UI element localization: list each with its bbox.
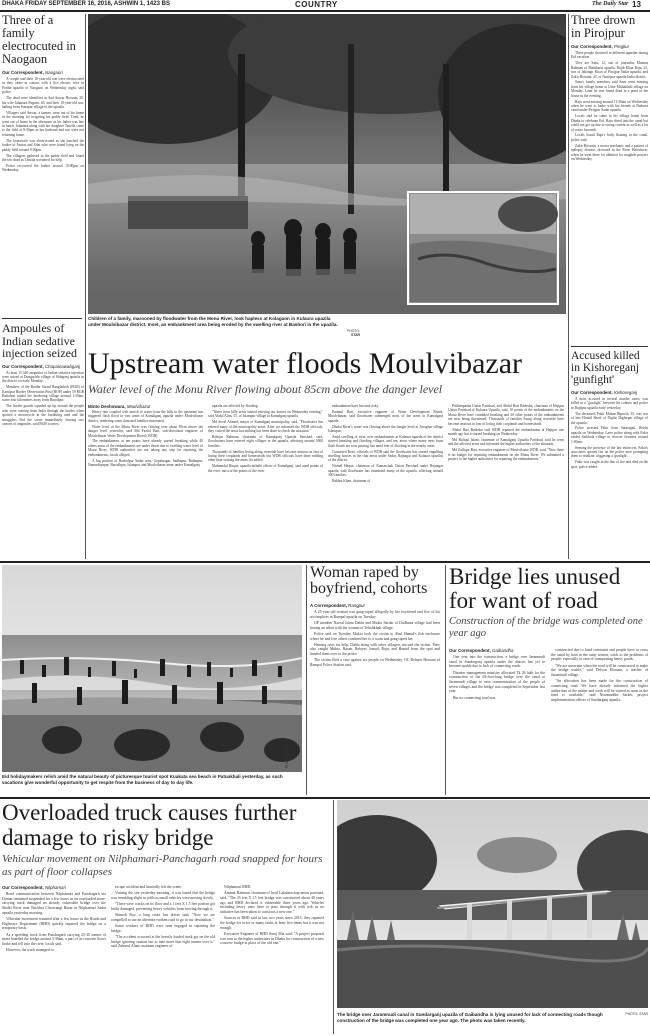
main-col-3: embankment have become risky. Enamul Bari, executive engineer of Water Development Board, Moulvibazar, said floodwater submerged most of the areas in Kamalganj upazila. Dhalai River's water was flowing above the danger level at Joyaghar village Islampur. Amid swelling of river, new embankments at Kulaura upazila of the district started breaking and flooding villages, and ten, areas where many trees from flash floods are now passing fast amid fear of flooding in the nearby areas. Contacted Roni, officials of WDB said the floodwater has started engulfing dwelling houses in the char areas under Sadar, Rajnagar and Kulaura upazilas of the district. Nirmal Haque, chairman of Kamarchak Union Parishad under Rajnagar upazila, said floodwater has inundated many of the upazila, affecting around 300 families. Bakhot Khan, chairman of	[328, 404, 443, 484]
col-rule-right	[568, 14, 569, 559]
page-number: 13	[632, 0, 641, 9]
kishoreganj-story	[571, 350, 648, 560]
ampoules-story	[2, 322, 84, 572]
main-headline: Upstream water floods Moulvibazar	[88, 347, 523, 380]
left-divider	[2, 318, 82, 319]
col-rule-mid	[306, 565, 307, 795]
kishoreganj-body: A man, accused in several murder cases, was killed in a "gunfight" between his cohorts and police in Bajitpur upazila early yesterday. The deceased, Fakir Mohan Biprosh, 35, was son of late Hiralal Sheel of Dighir Dighirpar village of the upazila. Police arrested Fakir from Sararagati, Beldir upazila on Wednesday. Later police along with Fakir raided Satkhola village to recover firearms around 1:00am. Sensing the presence of the law enforcers, Fakir's associates opened fire on the police men prompting them to retaliate, triggering a 'gunfight'. Fakir was caught in the line of fire and died on the spot, police added.	[571, 397, 648, 469]
beach-photo-caption: Eid holidaymakers relish amid the natural beauty of picturesque tourist spot Kuakata sea beach in Patuakhali yesterday, as such vacations give wonderful opportunity to get respite from the business of day to day life.	[2, 774, 283, 785]
bridge-byline: Our Correspondent, Gaibandha	[449, 648, 514, 653]
kishoreganj-byline: Our Correspondent, Kishoreganj	[571, 390, 638, 395]
pirojpur-body: Three people drowned in different upazilas during Eid vacation. They are Sazu, 12, son of journalist Monzur Rahman of Mathbaria upazila, Rajib Khan Raju, 25, son of Jahangir Khan of Pirojpur Sadar upazila, and Zakir Hossain, 45, of Nazirpur upazila India district. Sazu's family members said Sazu went missing from his village home at Uttor Mithakhali village on Monday. Later he was found dead in a pond of the house in the evening. Raju went missing around 11:30am on Wednesday when he went to bathe with his friends at Badurra canal under Pirojpur Sadar upazila. Locals said he came to his village home from Dhaka to celebrate Eid. Raju dived into the canal but could not get up due to strong current as well as a lot of water hyacinth. Locals found Raju's body floating in the canal, police said. Zakir Hossain, a motor mechanic and a patient of epilepsy disease, drowned in the River Baleshwar, when he went there for ablution for maghrib prayers on Wednesday.	[571, 51, 648, 161]
naogaon-byline: Our Correspondent, Naogaon	[2, 70, 63, 75]
woman-body: A 25-year-old woman was gang-raped allegedly by her boyfriend and five of his accomplices in Rampal upazila on Tuesday. OP member Nazrul Islam Dablu and Mukto Sardar of Dudhmia village had been having an affair with the woman of Tekalikhali village. Police said on Tuesday Mukto took the victim to Abul Hamid's fish enclosure where he and five others confined her to a room and gang raped her. Hearing cries for help, Dablu along with other villagers rescued the victim. They also caught Mukto, Hasan, Belayet, Ismail, Raju, and Hamid from the spot and handed them over to the police. The victim filed a case against six people on Wednesday, OC Belayet Hossain of Rampal Police Station said.	[310, 610, 440, 668]
beach-photo	[2, 565, 302, 772]
pirojpur-title: Three drown in Pirojpur	[571, 14, 636, 40]
bridge-headline: Bridge lies unused for want of road	[449, 565, 621, 613]
pirojpur-story	[571, 14, 648, 344]
woman-title: Woman raped by boyfriend, cohorts	[310, 565, 428, 597]
flood-photo-image	[88, 14, 566, 314]
page-header	[0, 0, 650, 10]
flood-photo-caption: Children of a family, marooned by floodwater from the Monu River, look hapless at Kolagaon in Kulaura upazila under Moulvibazar district. Inset, an embankment area being eroded by the swelling river at Bashori in the upazila.	[88, 316, 338, 327]
main-byline: Minto Deshowara, Moulvibazar	[88, 404, 151, 409]
header-dateline: DHAKA FRIDAY SEPTEMBER 16, 2016, ASHWIN 1, 1423 BS	[2, 1, 170, 7]
bridge-photo-credit: PHOTO: STAR	[625, 1012, 648, 1016]
truck-col-3: Nilphamari RHD. Aminur Rahman, chairman of local Lakshmichap union parishad, said, "The 35 feet X 15 feet bridge was constructed about 40 years ago and RHD declared it vulnerable three years ago. Vehicles including heavy ones have to pass through it with risk as no initiative has been taken to construct a new one." Sources in RHD said in last two years since 2015, they repaired the bridge for twice or many faults at least five times but it was not enough. Executive Engineer of RHD Saroj Mia said, "A project proposal was sent to the higher authorities in Dhaka for construction of a new concrete bridge in place of the old one."	[220, 885, 324, 946]
ampoules-byline: Our Correspondent, Chapainawabganj	[2, 363, 81, 369]
truck-byline: Our Correspondent, Nilphamari	[2, 885, 66, 890]
main-col-4: Prithimpasha Union Parishad, and Abdul Bari Badesha, chairman of Hajipur Union Parishad of Kulaura Upazila, said, 10 points of the embankments on the Monu River have crumbled breaking and 40 other points of the embankments are now being threatened. Thousands of families living along riverside have become anxious in fear of losing their croplands and homesteads. Abdul Bari Badesha said WDB repaired the embankment at Hajipur one month ago but it started breaking on Wednesday. Md Rafiqul Islam, chairman of Kamalganj Upazila Parishad, said he went and the affected areas and informed the higher authorities of the situation. Md Zulfiqar Bari, executive engineer of Moulvibazar WDB, said, "Now there is no budget for repairing embankments on the Monu River. We submitted a project to the higher authorities for repairing the embankments."	[448, 404, 564, 461]
woman-story	[310, 565, 440, 795]
header-rule	[0, 10, 650, 12]
right-divider	[571, 346, 648, 347]
col-rule-bridge	[445, 565, 446, 795]
bridge-subhead: Construction of the bridge was completed one year ago	[449, 616, 643, 639]
mid-rule	[0, 561, 650, 563]
ampoules-body: At least 15,540 ampoules of Indian sedative injection were seized at Dongachhi village of Shibganj upazila in the district on early Monday. Members of the Border Guard Bangladesh (BGB) of Karulpur Border Observation Post (BOP) under 59 BGB Battalion raided the bordering village around 1:30am, some four kilometres away from Binodpur. The border guards squaded up tip around the people who were coming from India through the border when spotted a motorcycle in the bordering area and the smugglers fled the scene immediately leaving two cartons of ampoules, said BGB sources.	[2, 370, 84, 426]
main-col-2: upazila are affected by flooding. "Water from hilly areas started entering our homes on Wednesday evening," said Abdul Alim, 55, of Islampur village in Kamalganj upazila. Md Jewel Ahmed, mayor of Kamalganj municipality, said, "Floodwater has entered many of the municipality areas. After we informed the WDB officials, they visited the areas but nothing has been done to check the situation." Rafiqur Rahman, chairman of Kamalganj Upazila Parishad, said, floodwaters have entered eight villages in the upazila, affecting around 5000 families. Thousands of families living along riverside have become anxious in fear of losing their croplands and homesteads but WDB officials have done nothing other than visiting the areas, he added. Mahmudul Haque, upazila nirbahi officer of Kamalganj, said areal points of the river, most of the points of the river	[208, 404, 323, 473]
truck-headline: Overloaded truck causes further damage to risky bridge	[2, 800, 297, 850]
main-col-1: Heavy rain coupled with inrush of water from the hills in the upstream has triggered flash flood in vast areas of Kamalganj upazila under Moulvibazar district, rendering some thousand families marooned. Water level of the Monu River was flowing over about 85cm above the danger level yesterday, said Md Fazlul Bari, sub-divisional engineer of Moulvibazar Water Development Board (WDB). The embankments at ten points have already started breaking while 40 others areas of the embankments are under threat due to swelling water level of Monu River, WDB authorities are not taking any step for repairing the embankments, locals alleged. A big portion of Rashidpur Sadar area, Gopalnagar, Sadhapur, Balimpur, Nunurdayapur, Barodhpur, Islampur and Moulvibazar areas under Kamalganj	[88, 410, 203, 467]
truck-col-1: Road communication between Nilphamari and Panchagarh via Domar remained suspended for a few hours as an overloaded stone-carrying truck damaged an already vulnerable bridge over the Shalki River near Bachhra Chowrangi Bazar in Nilphamari Sadar upazila yesterday morning. Vehicular movement resumed after a few hours as the Roads and Highways Department (RHD) quickly repaired the bridge on a temporary basis. As a speeding truck from Panchagarh carrying 25-30 tonnes of stone boarded the bridge around 3:30am, a part of its concrete floors broke and fell into the river, locals said. However, the truck managed to	[2, 892, 106, 953]
bridge-col-2: constructed due to fund constraint and people have to cross the canal by boat in the rainy season, stuck to the problems of people, especially in case of transporting heavy goods. "We are uncertain when the road will be constructed to make the bridge usable," said Delwar Hossain, a teacher of Jaramnudi village. "An allocation has been made for the construction of connecting road. We have already informed the higher authorities of the matter and work will be started as soon as the fund is available," said Nizamuddin Sarker, project implementation officer of Sundarganj upazila.	[551, 648, 648, 703]
bridge-photo	[337, 800, 648, 1008]
col-rule-bottom	[333, 800, 334, 1034]
kishoreganj-title: Accused killed in Kishoreganj 'gunfight'	[571, 350, 640, 386]
flood-photo-credit: PHOTO: STAR	[347, 329, 360, 337]
col-rule-left	[85, 14, 86, 559]
main-subhead: Water level of the Monu River flowing about 85cm above the danger level	[88, 382, 443, 396]
beach-photo-image	[2, 565, 302, 772]
bridge-photo-image	[337, 800, 648, 1008]
truck-subhead: Vehicular movement on Nilphamari-Panchagarh road snapped for hours as part of floor collapses	[2, 853, 323, 878]
naogaon-title: Three of a family electrocuted in Naogaon	[2, 14, 76, 66]
beach-photo-credit: PHOTO: STAR	[285, 745, 289, 768]
section-name: COUNTRY	[295, 0, 338, 9]
pirojpur-byline: Our Correspondent, Pirojpur	[571, 44, 630, 49]
bridge-col-1: One year into the construction, a bridge over Jaramnudi canal in Sundarganj upazila under the district has yet to become usable due to lack of connecting roads. Disaster management ministry allocated Tk 26 lakh for the construction of the 63-foot-long bridge over the canal at Jaramnudi village to ease communication of the people of seven villages and the bridge was completed in September last year. But no connecting road was	[449, 655, 545, 700]
woman-byline: A Correspondent, Rangpur	[310, 603, 365, 608]
lower-rule	[0, 797, 650, 799]
ampoules-title: Ampoules of Indian sedative injection seized	[2, 322, 77, 360]
flood-photo	[88, 14, 566, 314]
masthead-logo: The Daily Star	[592, 1, 629, 7]
naogaon-story	[2, 14, 84, 344]
bridge-photo-caption: The bridge over Jaramnudi canal in Sundarganj upazila of Gaibandha is lying unused for lack of connecting roads though construction of the bridge was completed one year ago. The photo was taken recently.	[337, 1012, 603, 1023]
truck-col-2: escape accident and hurriedly left the scene. Visiting the site yesterday morning, it was found that the bridge was trembling slight in joltls as small vehicles were moving slowly. "There were cracks on its floor and a 1 feet X 1.5 feet portion got badly damaged, preventing heavy vehicles from moving through it. Shimoh Roy, a long route bus driver said, "Now we are compelled to use an alternate earthen road to go to our destination." Some workers of RHD were seen engaged in repairing the bridge. "The accident occurred at the heavily loaded truck got on the old bridge ignoring caution but to take more that eight tonnes over it," said Zuhurul Alam, assistant engineer of	[111, 885, 215, 949]
naogaon-body: A couple and their 10-year-old son were electrocuted as they came in contact with a live electric wire in Portha upazila of Naogaon on Wednesday night, said police. The dead were identified as Sad Anwar Hossain, 50, his wife Jahanara Begum, 40, and their 10-year-old son, hailing from Sonapur village of the upazila. Villagers said Anwar, a farmer, went out of his home in the morning for irrigating his paddy field. Tired, he went out of home in the afternoon as his father was late in lunch. Jahanara along with her daughter Tanzila came to the field at 8:30pm as her husband and son were not returning home. The housewife was electrocuted as she touched the bodies of Anwar and Sifat who were found lying on the paddy field around 9:00pm. The villagers gathered in the paddy field and found the trio dead as Tanzila screamed for help. Police recovered the bodies around 10:00pm on Wednesday.	[2, 77, 84, 173]
